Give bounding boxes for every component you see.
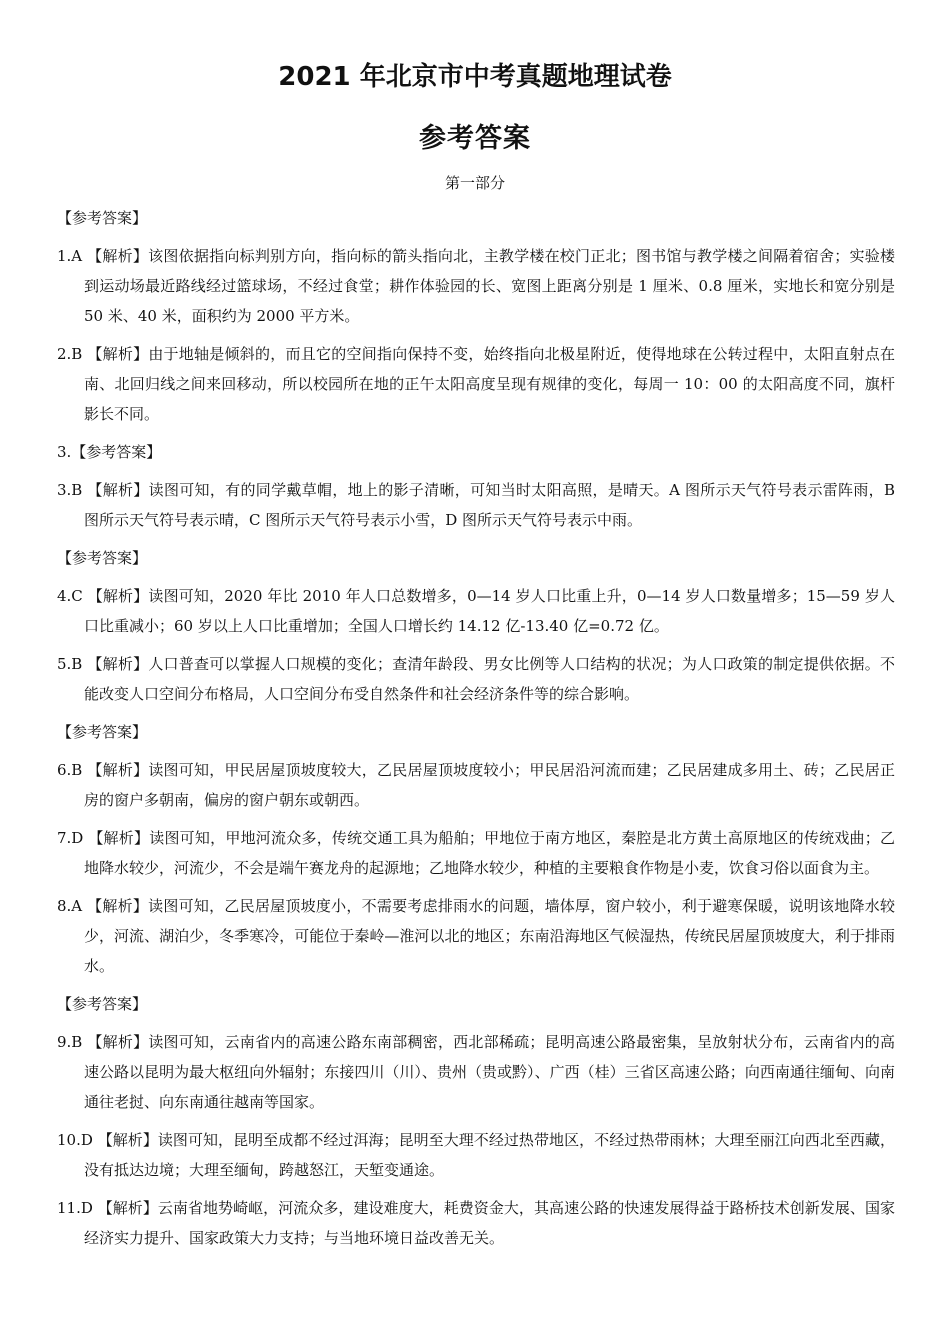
document-subtitle: 参考答案 [419, 123, 531, 154]
answer-section-header: 【参考答案】 [57, 549, 148, 567]
answer-item-1: 1.A 【解析】该图依据指向标判别方向，指向标的箭头指向北，主教学楼在校门正北；图书馆与教学楼之间隔着宿舍；实验楼到运动场最近路线经过篮球场，不经过食堂；耕作体验园的长、宽图上距离分别是 1 厘米、0.8 厘米，实地长和宽分别是 50 米、40 米，面积约为 2000 平方米。 [57, 247, 895, 325]
answer-item-8: 8.A 【解析】读图可知，乙民居屋顶坡度小，不需要考虑排雨水的问题，墙体厚，窗户较小，利于避寒保暖，说明该地降水较少，河流、湖泊少，冬季寒冷，可能位于秦岭—淮河以北的地区；东南沿海地区气候湿热，传统民居屋顶坡度大，利于排雨水。 [57, 897, 895, 975]
answer-item-10: 10.D 【解析】读图可知，昆明至成都不经过洱海；昆明至大理不经过热带地区，不经过热带雨林；大理至丽江向西北至西藏，没有抵达边境；大理至缅甸，跨越怒江，天堑变通途。 [57, 1131, 895, 1179]
answer-section-header: 【参考答案】 [57, 209, 148, 227]
answer-item-11: 11.D 【解析】云南省地势崎岖，河流众多，建设难度大，耗费资金大，其高速公路的快速发展得益于路桥技术创新发展、国家经济实力提升、国家政策大力支持；与当地环境日益改善无关。 [57, 1199, 895, 1247]
answer-body [57, 203, 895, 1261]
answer-section-header: 3.【参考答案】 [57, 443, 162, 461]
answer-section-header: 【参考答案】 [57, 723, 148, 741]
answer-item-7: 7.D 【解析】读图可知，甲地河流众多，传统交通工具为船舶；甲地位于南方地区，秦腔是北方黄土高原地区的传统戏曲；乙地降水较少，河流少，不会是端午赛龙舟的起源地；乙地降水较少，种植的主要粮食作物是小麦，饮食习俗以面食为主。 [57, 829, 895, 877]
answer-item-4: 4.C 【解析】读图可知，2020 年比 2010 年人口总数增多，0—14 岁人口比重上升，0—14 岁人口数量增多；15—59 岁人口比重减小；60 岁以上人口比重增加；全国人口增长约 14.12 亿-13.40 亿=0.72 亿。 [57, 587, 895, 635]
section-label: 第一部分 [444, 174, 505, 192]
answer-item-5: 5.B 【解析】人口普查可以掌握人口规模的变化；查清年龄段、男女比例等人口结构的状况；为人口政策的制定提供依据。不能改变人口空间分布格局，人口空间分布受自然条件和社会经济条件等的综合影响。 [57, 655, 895, 703]
answer-item-6: 6.B 【解析】读图可知，甲民居屋顶坡度较大，乙民居屋顶坡度较小；甲民居沿河流而建；乙民居建成多用土、砖；乙民居正房的窗户多朝南，偏房的窗户朝东或朝西。 [57, 761, 895, 809]
answer-item-9: 9.B 【解析】读图可知，云南省内的高速公路东南部稠密，西北部稀疏；昆明高速公路最密集，呈放射状分布，云南省内的高速公路以昆明为最大枢纽向外辐射；东接四川（川）、贵州（贵或黔）、广西（桂）三省区高速公路；向西南通往缅甸、向南通往老挝、向东南通往越南等国家。 [57, 1033, 895, 1111]
answer-section-header: 【参考答案】 [57, 995, 148, 1013]
document-title: 2021 年北京市中考真题地理试卷 [278, 62, 672, 92]
answer-item-2: 2.B 【解析】由于地轴是倾斜的，而且它的空间指向保持不变，始终指向北极星附近，使得地球在公转过程中，太阳直射点在南、北回归线之间来回移动，所以校园所在地的正午太阳高度呈现有规律的变化，每周一 10：00 的太阳高度不同，旗杆影长不同。 [57, 345, 895, 423]
answer-item-3: 3.B 【解析】读图可知，有的同学戴草帽，地上的影子清晰，可知当时太阳高照，是晴天。A 图所示天气符号表示雷阵雨，B 图所示天气符号表示晴，C 图所示天气符号表示小雪，D 图所示天气符号表示中雨。 [57, 481, 895, 529]
